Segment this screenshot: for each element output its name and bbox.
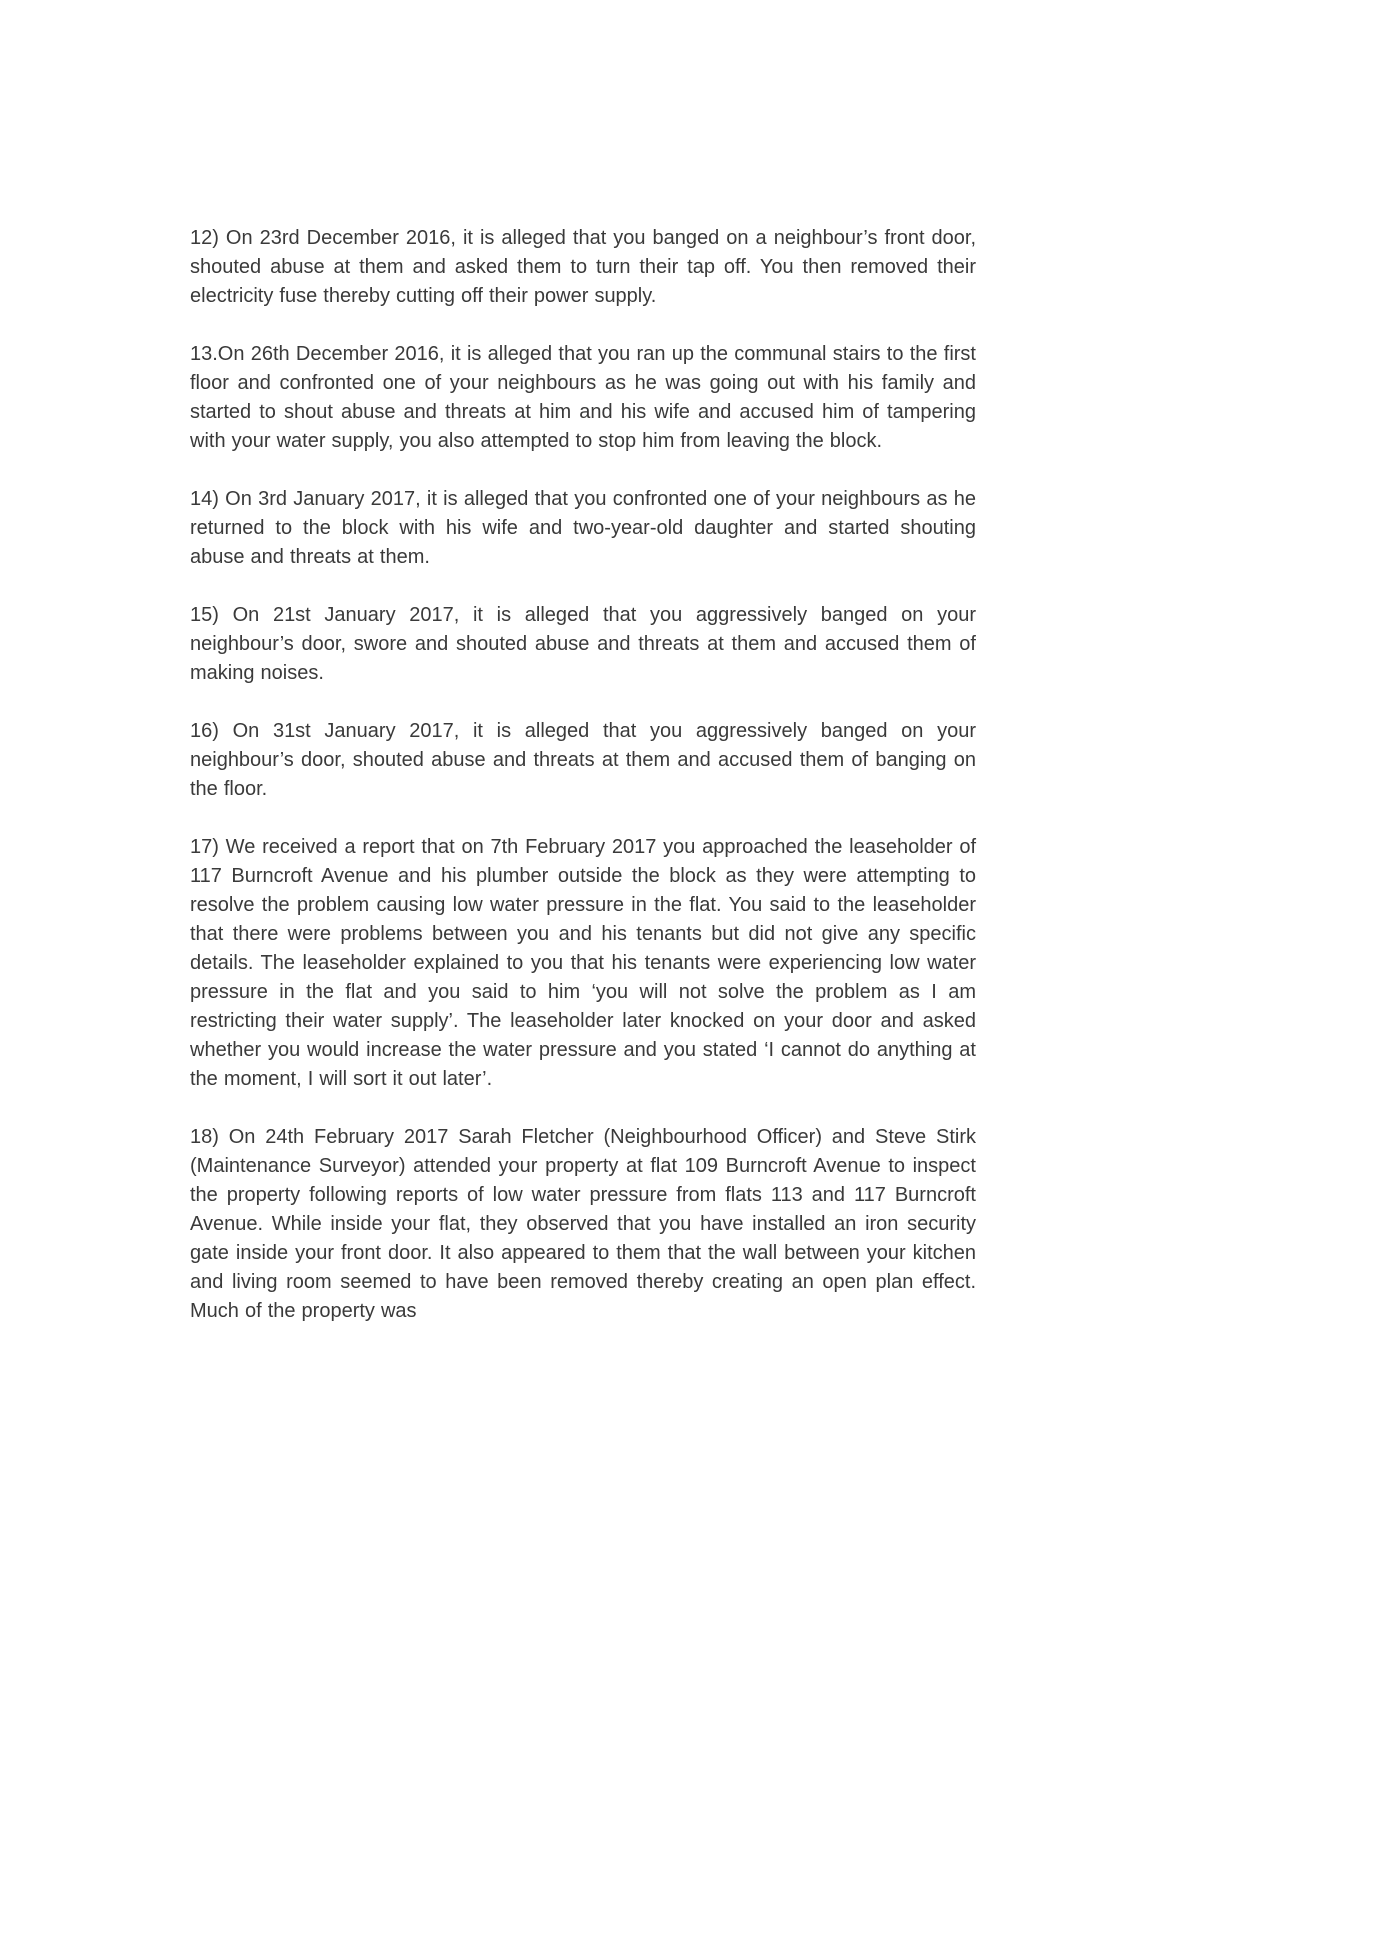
paragraph-14: 14) On 3rd January 2017, it is alleged that you confronted one of your neighbours as he returned to the block with his wife and two-year-old daughter and started shouting abuse and threats at them.: [190, 488, 976, 568]
paragraph-13: 13.On 26th December 2016, it is alleged that you ran up the communal stairs to the first floor and confronted one of your neighbours as he was going out with his family and started to shout abuse and threats at him and his wife and accused him of tampering with your water supply, you also attempted to stop him from leaving the block.: [190, 343, 976, 452]
document-content: [190, 224, 976, 1355]
paragraph-12: 12) On 23rd December 2016, it is alleged that you banged on a neighbour’s front door, shouted abuse at them and asked them to turn their tap off. You then removed their electricity fuse thereby cutting off their power supply.: [190, 227, 976, 307]
paragraph-17: 17) We received a report that on 7th February 2017 you approached the leaseholder of 117 Burncroft Avenue and his plumber outside the block as they were attempting to resolve the problem causing low water pressure in the flat. You said to the leaseholder that there were problems between you and his tenants but did not give any specific details. The leaseholder explained to you that his tenants were experiencing low water pressure in the flat and you said to him ‘you will not solve the problem as I am restricting their water supply’. The leaseholder later knocked on your door and asked whether you would increase the water pressure and you stated ‘I cannot do anything at the moment, I will sort it out later’.: [190, 836, 976, 1090]
paragraph-16: 16) On 31st January 2017, it is alleged that you aggressively banged on your neighbour’s door, shouted abuse and threats at them and accused them of banging on the floor.: [190, 720, 976, 800]
paragraph-15: 15) On 21st January 2017, it is alleged that you aggressively banged on your neighbour’s door, swore and shouted abuse and threats at them and accused them of making noises.: [190, 604, 976, 684]
paragraph-18: 18) On 24th February 2017 Sarah Fletcher (Neighbourhood Officer) and Steve Stirk (Maintenance Surveyor) attended your property at flat 109 Burncroft Avenue to inspect the property following reports of low water pressure from flats 113 and 117 Burncroft Avenue. While inside your flat, they observed that you have installed an iron security gate inside your front door. It also appeared to them that the wall between your kitchen and living room seemed to have been removed thereby creating an open plan effect. Much of the property was: [190, 1126, 976, 1322]
